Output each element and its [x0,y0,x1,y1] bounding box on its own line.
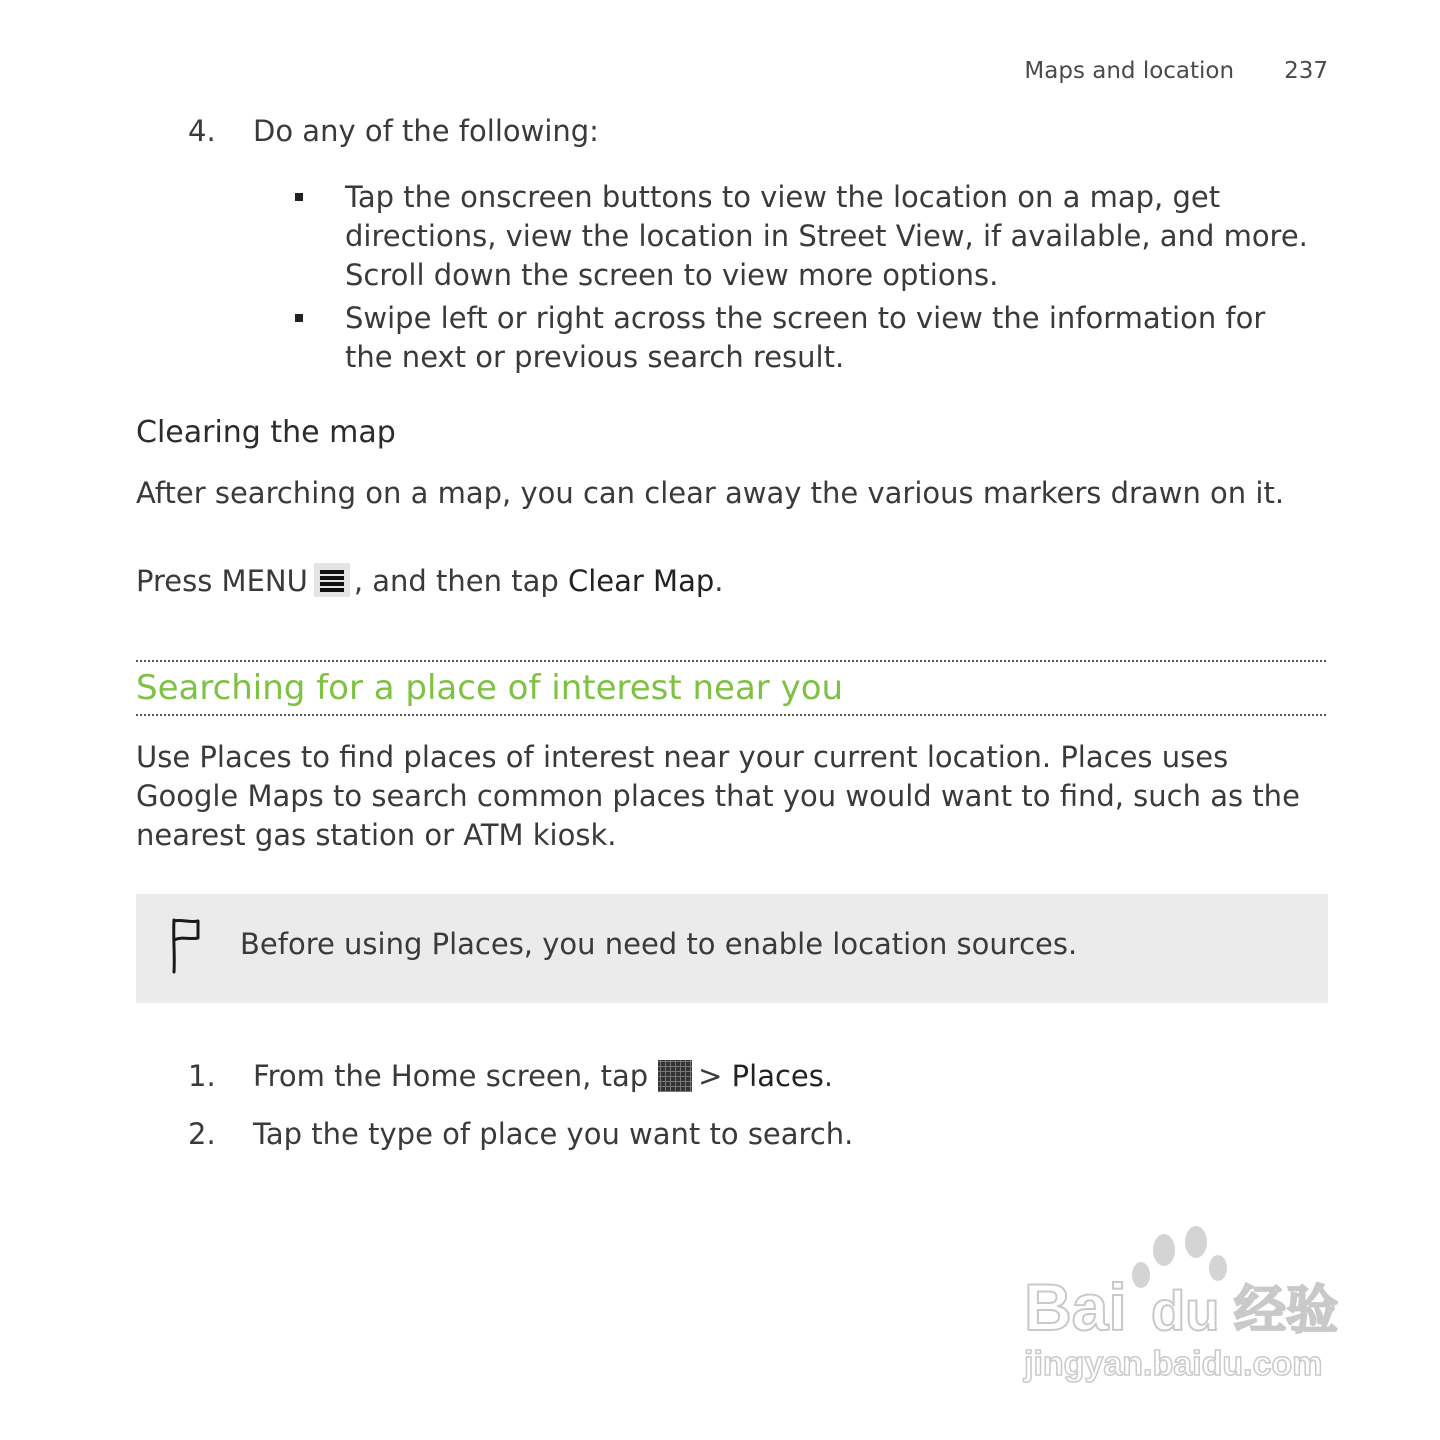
note-box [136,894,1328,1003]
bullet-text: Swipe left or right across the screen to view the information for the next or previous search result. [345,301,1266,374]
running-header [1024,58,1328,84]
step-1-end: . [823,1059,834,1093]
step-number: 2. [188,1117,216,1151]
watermark-cn: 经验 [1234,1281,1339,1341]
menu-icon [314,563,350,597]
section-title: Searching for a place of interest near you [136,668,844,708]
page-number: 237 [1284,58,1328,84]
clearing-heading: Clearing the map [136,415,396,450]
watermark-brand-suffix: du [1151,1279,1220,1342]
clearing-paragraph: After searching on a map, you can clear away the various markers drawn on it. [136,476,1285,510]
press-prefix: Press MENU [136,564,308,598]
searching-paragraph: Use Places to find places of interest near your current location. Places uses Google Maps to search common places that you would want to find, such as the nearest gas station or ATM kiosk. [136,740,1300,852]
watermark-url: jingyan.baidu.com [1024,1345,1323,1383]
step-1-prefix: From the Home screen, tap [253,1059,649,1093]
step-number: 1. [188,1059,216,1093]
clearing-instruction [136,562,1326,601]
step-number: 4. [188,114,216,148]
bullet-text: Tap the onscreen buttons to view the location on a map, get directions, view the location in Street View, if available, and more. Scroll down the screen to view more options. [345,180,1308,292]
clear-map-label: Clear Map [568,564,715,598]
step-text: Do any of the following: [253,114,599,148]
press-middle: , and then tap [353,564,559,598]
note-text: Before using Places, you need to enable location sources. [240,927,1078,961]
all-apps-icon [658,1060,692,1092]
section-rule-top [136,660,1326,662]
places-label: Places [731,1059,824,1093]
flag-icon [166,916,206,976]
baidu-watermark [1016,1220,1356,1390]
step-text: Tap the type of place you want to search. [253,1117,854,1151]
section-rule-bottom [136,714,1326,716]
header-section: Maps and location [1024,58,1235,84]
step-text [253,1057,833,1096]
bullet-square-icon [295,314,303,322]
bullet-square-icon [295,193,303,201]
watermark-brand: Bai [1024,1270,1127,1344]
step-1-separator: > [698,1059,723,1093]
press-end: . [714,564,724,598]
